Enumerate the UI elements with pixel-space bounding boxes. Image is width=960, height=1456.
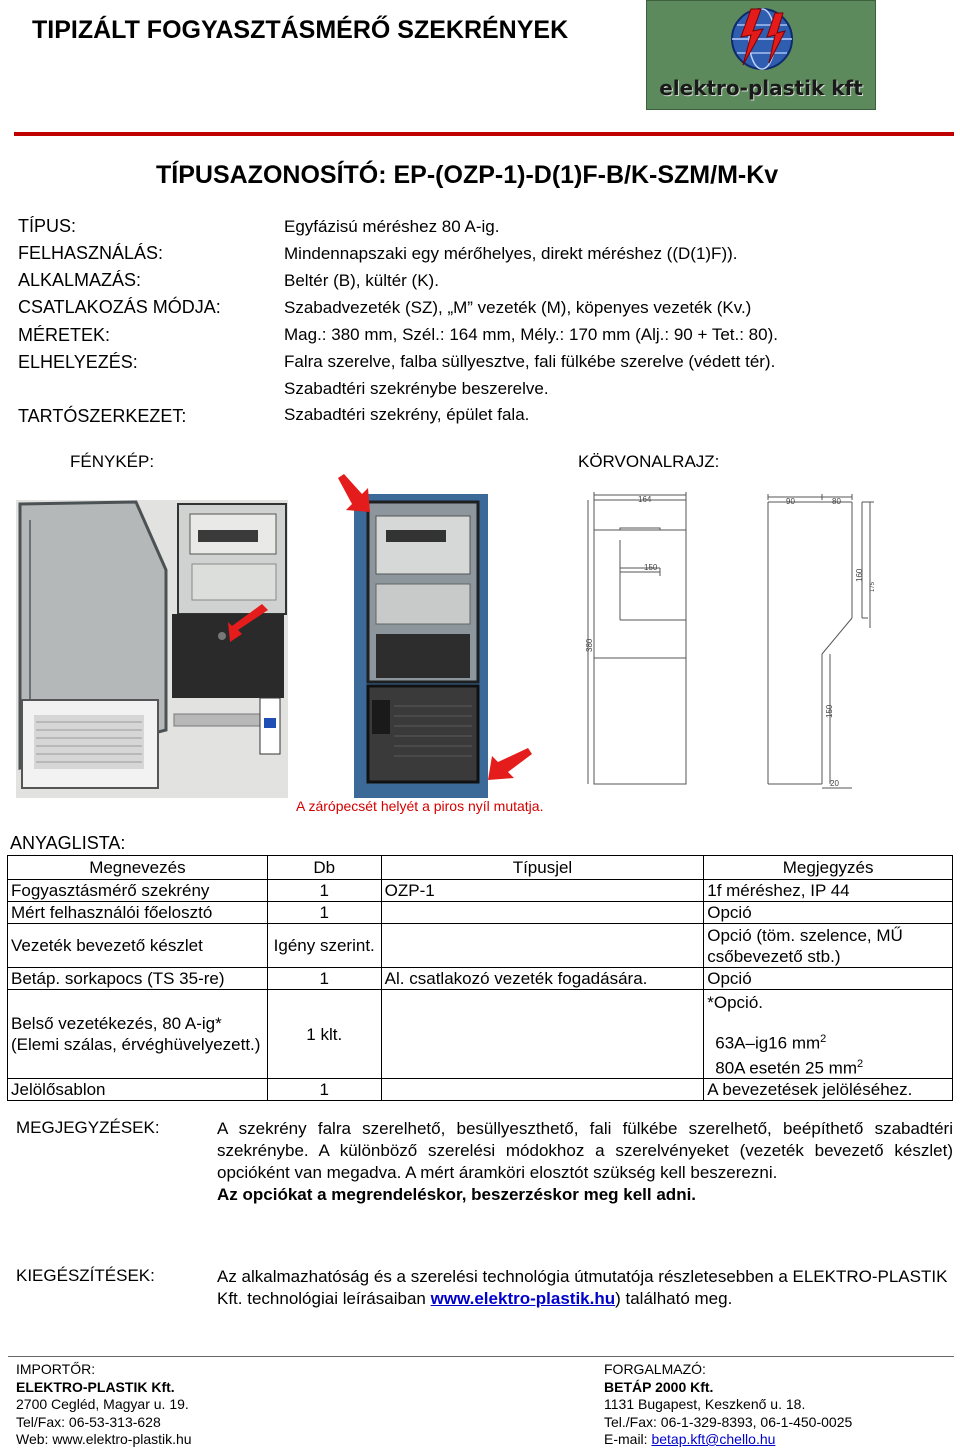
spec-value-support: Szabadtéri szekrény, épület fala. <box>284 405 530 424</box>
notes-bold-text: Az opciókat a megrendeléskor, beszerzéskor meg kell adni. <box>217 1185 697 1204</box>
distributor-phone: Tel./Fax: 06-1-329-8393, 06-1-450-0025 <box>604 1413 853 1430</box>
cell-qty: 1 <box>267 1079 381 1101</box>
spec-value-usage: Mindennapszaki egy mérőhelyes, direkt méréshez ((D(1)F)). <box>284 244 738 263</box>
importer-address: 2700 Cegléd, Magyar u. 19. <box>16 1396 189 1412</box>
col-header-type: Típusjel <box>381 856 704 880</box>
drawing-label: KÖRVONALRAJZ: <box>578 452 720 471</box>
dim-width-164: 164 <box>638 495 652 504</box>
spec-label-support: TARTÓSZERKEZET: <box>18 406 187 426</box>
seal-caption: A zárópecsét helyét a piros nyíl mutatja. <box>296 798 544 814</box>
cell-note: Opció <box>704 968 953 990</box>
notes-text: A szekrény falra szerelhető, besüllyeszthető, fali fülkébe szerelhető, beépíthető szabadtéri szekrénybe. A különböző szerelési módokhoz a szerelvényeket (vezeték bevezető készlet) opcióként van megadva. A mért áramköri elosztót szükség kell beszerezni. <box>217 1119 953 1182</box>
distributor-label: FORGALMAZÓ: <box>604 1361 706 1377</box>
additions-text-end: ) található meg. <box>615 1289 733 1308</box>
cell-type: Al. csatlakozó vezeték fogadására. <box>381 968 704 990</box>
wiring-note-80a-text: 80A esetén 25 mm <box>715 1058 858 1078</box>
distributor-email <box>604 1431 852 1449</box>
wiring-note-63a-text: 63A–ig16 mm <box>715 1033 821 1053</box>
table-row <box>8 968 953 990</box>
distributor-block <box>604 1361 852 1449</box>
main-title: TIPIZÁLT FOGYASZTÁSMÉRŐ SZEKRÉNYEK <box>32 16 569 44</box>
additions-body <box>217 1266 953 1310</box>
materials-table <box>7 855 953 1101</box>
cell-note: Opció (töm. szelence, MŰ csőbevezető stb.) <box>704 924 953 968</box>
logo-text: elektro-plastik kft <box>659 76 863 100</box>
seal-arrow-icon-bottom <box>484 744 532 784</box>
table-row <box>8 902 953 924</box>
wiring-option: *Opció. <box>707 993 763 1012</box>
distributor-address: 1131 Bugapest, Keszkenő u. 18. <box>604 1396 806 1412</box>
cell-type <box>381 1079 704 1101</box>
spec-label-dimensions: MÉRETEK: <box>18 325 111 345</box>
cell-type: OZP-1 <box>381 880 704 902</box>
cell-note: Opció <box>704 902 953 924</box>
importer-web-label: Web: <box>16 1431 53 1447</box>
importer-web-url: www.elektro-plastik.hu <box>52 1431 192 1447</box>
table-header-row <box>8 856 953 880</box>
dim-height-175: 175 <box>870 581 876 592</box>
col-header-qty: Db <box>267 856 381 880</box>
cell-name: Fogyasztásmérő szekrény <box>8 880 268 902</box>
col-header-note: Megjegyzés <box>704 856 953 880</box>
seal-arrow-icon-top <box>334 472 376 516</box>
dim-height-380: 380 <box>585 638 594 652</box>
cabinet-photo-open <box>16 500 288 798</box>
dim-height-150: 150 <box>825 704 834 718</box>
spec-label-usage: FELHASZNÁLÁS: <box>18 243 164 263</box>
cell-name: Vezeték bevezető készlet <box>8 924 268 968</box>
company-logo <box>646 0 876 110</box>
distributor-email-label: E-mail: <box>604 1431 652 1447</box>
email-link[interactable]: betap.kft@chello.hu <box>651 1431 776 1447</box>
superscript-2: 2 <box>857 1057 864 1070</box>
col-header-name: Megnevezés <box>8 856 268 880</box>
spec-label-connection: CSATLAKOZÁS MÓDJA: <box>18 297 221 317</box>
spec-value-placement-2: Szabadtéri szekrénybe beszerelve. <box>284 379 549 398</box>
table-row <box>8 990 953 1079</box>
superscript-2: 2 <box>820 1033 827 1045</box>
cabinet-photo-open-image <box>16 500 288 798</box>
cabinet-photo-closed-image <box>354 494 488 798</box>
dim-depth-90: 90 <box>786 497 795 506</box>
photo-label: FÉNYKÉP: <box>70 452 155 471</box>
table-row <box>8 924 953 968</box>
cell-name: Mért felhasználói főelosztó <box>8 902 268 924</box>
table-row <box>8 1079 953 1101</box>
materials-title: ANYAGLISTA: <box>10 833 126 853</box>
spec-value-application: Beltér (B), kültér (K). <box>284 271 439 290</box>
cell-qty: 1 <box>267 968 381 990</box>
spec-label-application: ALKALMAZÁS: <box>18 270 142 290</box>
cell-name: Betáp. sorkapocs (TS 35-re) <box>8 968 268 990</box>
additions-text: Az alkalmazhatóság és a szerelési technológia útmutatója részletesebben a ELEKTRO-PLASTIK Kft. technológiai leírásaiban <box>217 1267 948 1308</box>
importer-phone: Tel/Fax: 06-53-313-628 <box>16 1413 161 1430</box>
importer-label: IMPORTŐR: <box>16 1361 96 1377</box>
cell-name: Belső vezetékezés, 80 A-ig* (Elemi szálas, érvéghüvelyezett.) <box>8 990 268 1079</box>
cell-type <box>381 990 704 1079</box>
cell-qty: 1 <box>267 902 381 924</box>
cell-qty: 1 klt. <box>267 990 381 1079</box>
distributor-name: BETÁP 2000 Kft. <box>604 1378 714 1395</box>
spec-value-type: Egyfázisú méréshez 80 A-ig. <box>284 217 500 236</box>
outline-drawing <box>580 488 880 792</box>
cell-type <box>381 924 704 968</box>
cabinet-photo-closed <box>354 494 488 798</box>
cell-note: 1f méréshez, IP 44 <box>704 880 953 902</box>
cell-name: Jelölősablon <box>8 1079 268 1101</box>
website-link[interactable]: www.elektro-plastik.hu <box>430 1289 616 1308</box>
table-row <box>8 880 953 902</box>
importer-name: ELEKTRO-PLASTIK Kft. <box>16 1378 175 1395</box>
spec-value-dimensions: Mag.: 380 mm, Szél.: 164 mm, Mély.: 170 mm (Alj.: 90 + Tet.: 80). <box>284 325 778 344</box>
spec-label-type: TÍPUS: <box>18 216 77 236</box>
globe-lightning-icon <box>727 3 797 75</box>
importer-web <box>16 1431 192 1449</box>
notes-body <box>217 1118 953 1206</box>
spec-value-connection: Szabadvezeték (SZ), „M” vezeték (M), köpenyes vezeték (Kv.) <box>284 298 752 317</box>
wiring-note-63a <box>707 1029 949 1054</box>
cell-note-wiring <box>704 990 953 1079</box>
header-divider <box>14 132 954 136</box>
additions-label: KIEGÉSZÍTÉSEK: <box>16 1266 155 1285</box>
cell-qty: 1 <box>267 880 381 902</box>
spec-value-placement: Falra szerelve, falba süllyesztve, fali fülkébe szerelve (védett tér). <box>284 352 776 371</box>
dim-height-160: 160 <box>855 568 864 582</box>
dim-inner-150: 150 <box>644 563 658 572</box>
type-identifier: TÍPUSAZONOSÍTÓ: EP-(OZP-1)-D(1)F-B/K-SZM/M-Kv <box>156 161 779 189</box>
wiring-note-80a <box>707 1054 949 1079</box>
cell-qty: Igény szerint. <box>267 924 381 968</box>
dim-20: 20 <box>830 779 839 788</box>
importer-block <box>16 1361 192 1449</box>
notes-label: MEGJEGYZÉSEK: <box>16 1118 160 1137</box>
spec-label-placement: ELHELYEZÉS: <box>18 352 138 372</box>
cell-type <box>381 902 704 924</box>
dim-depth-80: 80 <box>832 497 841 506</box>
footer-divider <box>8 1356 954 1357</box>
cell-note: A bevezetések jelöléséhez. <box>704 1079 953 1101</box>
